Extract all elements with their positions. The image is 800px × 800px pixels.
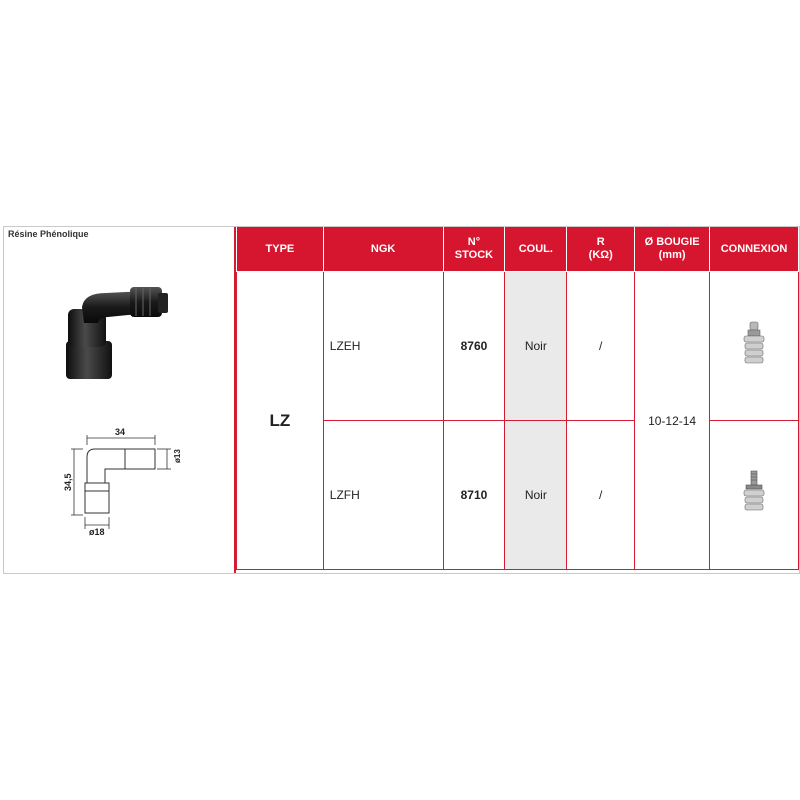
connexion-cell — [710, 272, 799, 421]
ngk-cell: LZEH — [323, 272, 443, 421]
coul-cell: Noir — [505, 272, 567, 421]
ngk-cell: LZFH — [323, 421, 443, 570]
stock-cell: 8710 — [443, 421, 505, 570]
technical-drawing — [59, 427, 199, 537]
bougie-cell: 10-12-14 — [635, 272, 710, 570]
connexion-cell — [710, 421, 799, 570]
table-row — [237, 272, 799, 421]
material-label: Résine Phénolique — [8, 229, 89, 239]
header-bougie-line1: Ø BOUGIE — [644, 236, 700, 248]
header-row — [237, 227, 799, 272]
coul-cell: Noir — [505, 421, 567, 570]
dim-base-diameter: ø18 — [89, 527, 105, 537]
product-sheet — [3, 226, 800, 574]
snap-terminal-icon — [742, 322, 766, 368]
dim-width: 34 — [115, 427, 126, 437]
header-r-line1: R — [596, 236, 605, 248]
header-type: TYPE — [237, 227, 324, 272]
dim-small-diameter: ø13 — [173, 449, 182, 463]
header-stock-line2: STOCK — [454, 249, 494, 261]
header-connexion: CONNEXION — [710, 227, 799, 272]
header-coul: COUL. — [505, 227, 567, 272]
header-bougie — [635, 227, 710, 272]
header-ngk: NGK — [323, 227, 443, 272]
header-bougie-line2: (mm) — [658, 249, 686, 261]
r-cell: / — [567, 421, 635, 570]
header-stock — [443, 227, 505, 272]
dim-height: 34,5 — [63, 473, 73, 491]
header-stock-line1: N° — [467, 236, 481, 248]
product-image-panel — [4, 227, 236, 573]
header-r — [567, 227, 635, 272]
screw-terminal-icon — [742, 471, 766, 517]
type-cell: LZ — [237, 272, 324, 570]
spark-plug-cap-photo — [44, 279, 184, 389]
spec-table — [236, 227, 799, 570]
r-cell: / — [567, 272, 635, 421]
header-r-line2: (KΩ) — [588, 249, 613, 261]
stock-cell: 8760 — [443, 272, 505, 421]
